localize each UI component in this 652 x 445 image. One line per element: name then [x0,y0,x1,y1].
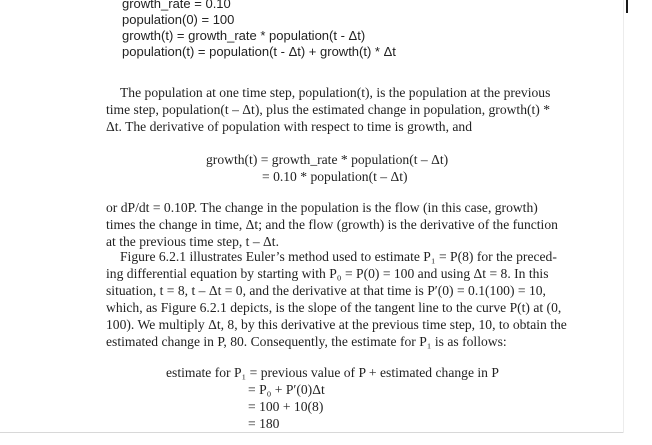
equation-line: = 100 + 10(8) [248,399,324,414]
paragraph-line: 100). We multiply Δt, 8, by this derivative at the previous time step, 10, to obtain the [106,317,567,332]
paragraph-line: at the previous time step, t – Δt. [106,234,279,249]
code-block [122,0,396,60]
paragraph-line: time step, population(t – Δt), plus the estimated change in population, growth(t) * [106,102,551,117]
equation-growth [206,151,448,185]
paragraph-line: estimated change in P, 80. Consequently, the estimate for P₁ is as follows: [106,334,507,349]
text-cursor [626,0,628,13]
paragraph-line: times the change in time, Δt; and the flow (growth) is the derivative of the function [106,217,558,232]
page-bottom-divider [0,432,623,433]
paragraph-derivative [106,199,566,250]
page-edge-divider [623,0,624,433]
paragraph-line: situation, t = 8, t – Δt = 0, and the derivative at that time is P′(0) = 0.1(100) = 10, [106,283,546,298]
paragraph-line: Figure 6.2.1 illustrates Euler’s method used to estimate P₁ = P(8) for the preced- [120,249,557,264]
equation-line: = 180 [248,416,280,431]
code-line-initial-population: population(0) = 100 [122,12,235,27]
code-line-growth-rate: growth_rate = 0.10 [122,0,231,11]
equation-line: growth(t) = growth_rate * population(t – Δt) [206,152,449,167]
equation-line: = P₀ + P′(0)Δt [248,382,325,397]
paragraph-line: or dP/dt = 0.10P. The change in the population is the flow (in this case, growth) [106,200,538,215]
paragraph-line: which, as Figure 6.2.1 depicts, is the slope of the tangent line to the curve P(t) at (0, [106,300,562,315]
paragraph-population-step [106,84,566,135]
equation-line: = 0.10 * population(t – Δt) [262,169,408,184]
paragraph-line: ing differential equation by starting with P₀ = P(0) = 100 and using Δt = 8. In this [106,266,549,281]
paragraph-line: Δt. The derivative of population with respect to time is growth, and [106,119,473,134]
code-line-population: population(t) = population(t - Δt) + growth(t) * Δt [122,44,396,59]
equation-estimate [166,364,499,432]
equation-line: estimate for P₁ = previous value of P + estimated change in P [166,365,499,380]
paragraph-line: The population at one time step, population(t), is the population at the previous [120,85,551,100]
code-line-growth: growth(t) = growth_rate * population(t - Δt) [122,28,366,43]
paragraph-euler-method [106,248,566,350]
